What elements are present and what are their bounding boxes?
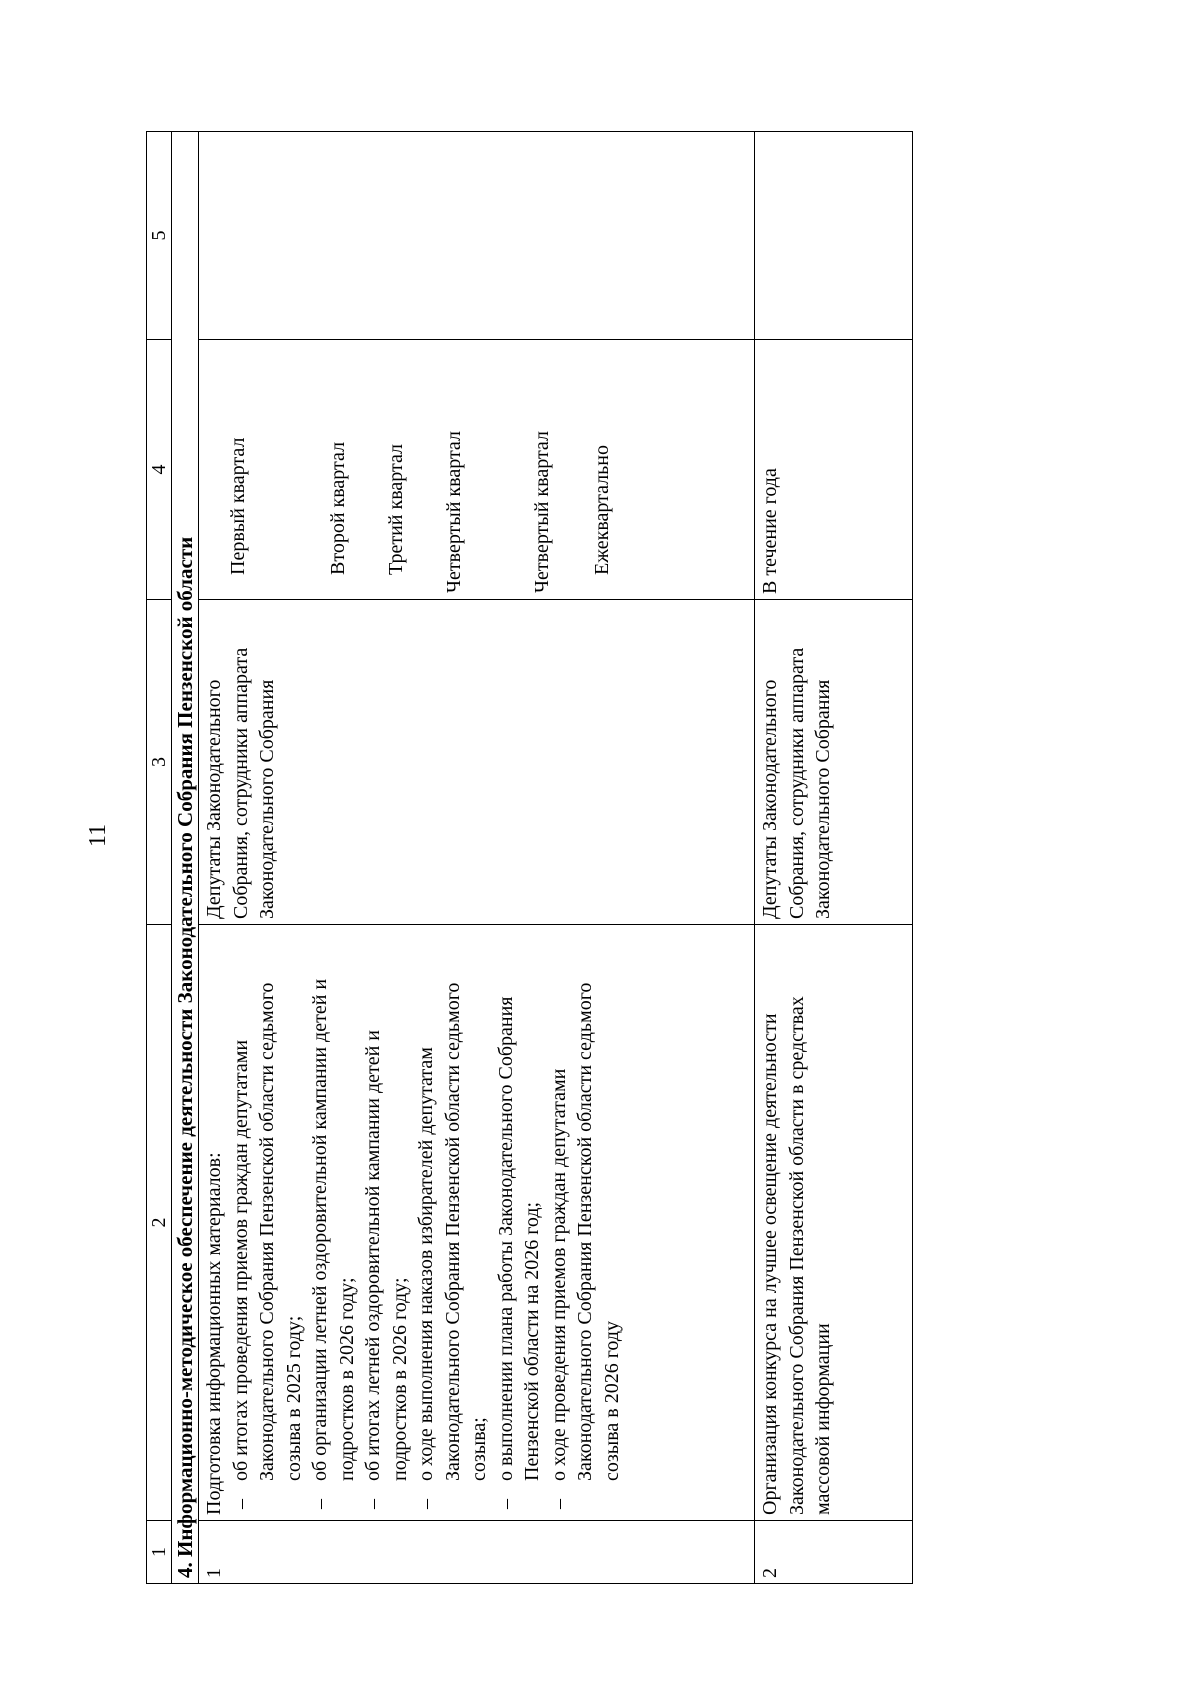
column-header: 5 <box>147 132 172 340</box>
page-number: 11 <box>85 823 111 847</box>
list-item: – об итогах летней оздоровительной кампании детей и подростков в 2026 году; <box>362 1029 411 1509</box>
list-item: – о ходе выполнения наказов избирателей депутатам Законодательного Собрания Пензенской области седьмого созыва; <box>415 982 490 1509</box>
table-row <box>755 132 913 1584</box>
activity-cell <box>199 925 755 1521</box>
note-cell <box>199 132 755 340</box>
note-cell <box>755 132 913 340</box>
row-number: 1 <box>199 1521 755 1584</box>
column-header: 4 <box>147 340 172 600</box>
table-row <box>199 132 755 1584</box>
row-number: 2 <box>755 1521 913 1584</box>
section-title: 4. Информационно-методическое обеспечение деятельности Законодательного Собрания Пензенской области <box>172 132 199 1584</box>
term-text: Четвертый квартал <box>443 431 465 593</box>
term-text: Третий квартал <box>385 443 407 575</box>
plan-table <box>146 131 913 1584</box>
column-header: 2 <box>147 925 172 1521</box>
rotated-page-content <box>146 132 960 1584</box>
terms-cell <box>199 340 755 600</box>
term-text: Первый квартал <box>227 437 249 575</box>
activity-cell: Организация конкурса на лучшее освещение деятельности Законодательного Собрания Пензенской области в средствах массовой информации <box>755 925 913 1521</box>
term-text: Ежеквартально <box>591 445 613 575</box>
responsible-cell: Депутаты Законодательного Собрания, сотрудники аппарата Законодательного Собрания <box>199 600 755 925</box>
activity-intro: Подготовка информационных материалов: <box>203 1152 225 1515</box>
list-item: – об итогах проведения приемов граждан депутатами Законодательного Собрания Пензенской области седьмого созыва в 2025 году; <box>229 982 305 1509</box>
list-item: – о ходе проведения приемов граждан депутатами Законодательного Собрания Пензенской области седьмого созыва в 2026 году <box>547 982 623 1509</box>
activity-list <box>228 930 626 1515</box>
column-header: 1 <box>147 1521 172 1584</box>
term-cell: В течение года <box>755 340 913 600</box>
term-text: Четвертый квартал <box>531 431 553 593</box>
column-header: 3 <box>147 600 172 925</box>
list-item: – об организации летней оздоровительной кампании детей и подростков в 2026 году; <box>309 978 358 1509</box>
responsible-cell: Депутаты Законодательного Собрания, сотрудники аппарата Законодательного Собрания <box>755 600 913 925</box>
table-header-row <box>147 132 172 1584</box>
term-text: Второй квартал <box>327 441 349 575</box>
list-item: – о выполнении плана работы Законодательного Собрания Пензенской области на 2026 год; <box>494 996 543 1509</box>
section-row <box>172 132 199 1584</box>
